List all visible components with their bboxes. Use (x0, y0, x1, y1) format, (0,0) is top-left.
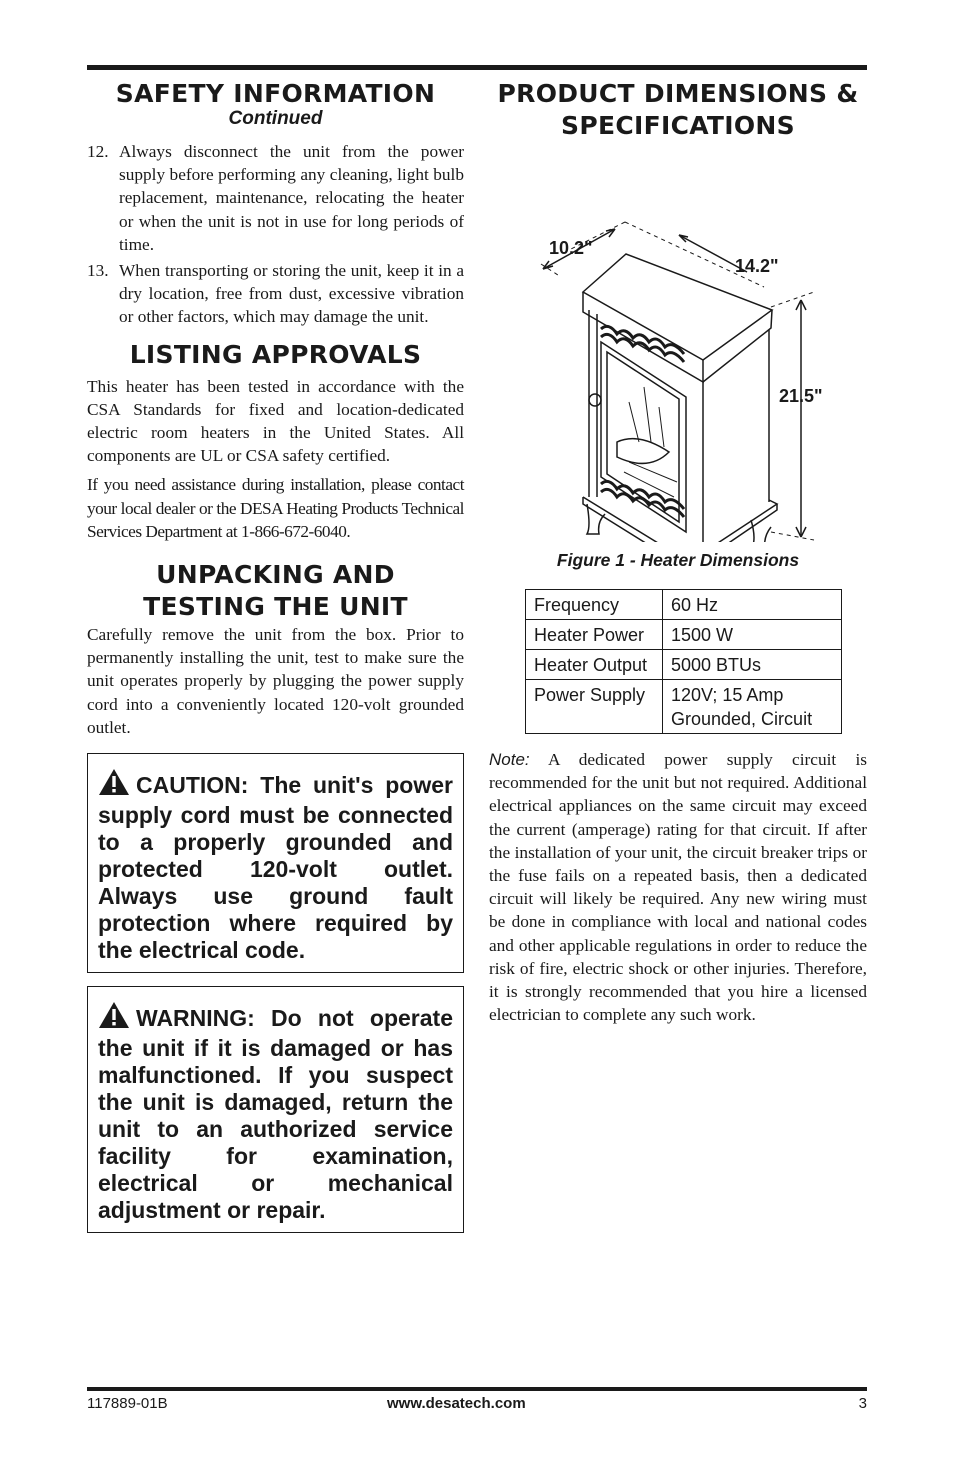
item-number: 12. (87, 142, 109, 161)
spec-table (525, 589, 842, 734)
listing-paragraph: This heater has been tested in accordance with the CSA Standards for fixed and location-dedicated electric room heaters in the United States. All components are UL or CSA safety certified. (87, 376, 464, 466)
listing-title: LISTING APPROVALS (129, 339, 422, 369)
figure-caption: Figure 1 - Heater Dimensions (556, 550, 800, 570)
left-column (87, 78, 464, 1233)
warning-box (87, 986, 464, 1233)
spec-value-line1: 120V; 15 Amp (671, 685, 784, 705)
warning-triangle-icon (98, 1001, 130, 1035)
height-label: 21.5" (779, 386, 823, 406)
doc-number: 117889-01B (87, 1395, 168, 1412)
page-number: 3 (858, 1395, 867, 1412)
website-link[interactable]: www.desatech.com (387, 1395, 526, 1412)
product-title-line2: SPECIFICATIONS (561, 111, 795, 140)
safety-subtitle: Continued (228, 108, 323, 129)
heater-figure (489, 142, 867, 542)
unpacking-title-line2: TESTING THE UNIT (143, 592, 408, 622)
spec-value-line2: Grounded, Circuit (671, 709, 813, 729)
spec-value (663, 680, 842, 734)
table-row (526, 680, 842, 734)
item-text: Always disconnect the unit from the power supply before performing any cleaning, light bulb replacement, maintenance, relocating the heater or when the unit is not in use for long periods of time. (119, 142, 464, 254)
right-column (489, 78, 867, 1026)
spec-label: Heater Power (526, 620, 663, 650)
table-row (526, 590, 842, 620)
spec-label: Heater Output (526, 650, 663, 680)
product-title-line1: PRODUCT DIMENSIONS & (497, 79, 859, 108)
width-label: 14.2" (735, 256, 779, 276)
list-item (87, 259, 464, 329)
heater-dimensions-drawing (489, 142, 867, 542)
item-number: 13. (87, 261, 109, 281)
depth-label: 10.2" (549, 238, 593, 258)
warning-triangle-icon (98, 768, 130, 802)
spec-value: 60 Hz (663, 590, 842, 620)
note-paragraph (489, 748, 867, 1026)
spec-value: 1500 W (663, 620, 842, 650)
unpacking-title (87, 559, 464, 623)
listing-contact-paragraph: If you need assistance during installation, please contact your local dealer or the DESA Heating Products Technical Services Department at 1-866-672-6040. (87, 475, 464, 541)
caution-box (87, 753, 464, 973)
spec-label: Power Supply (526, 680, 663, 734)
safety-list (87, 140, 464, 329)
warning-text: WARNING: Do not operate the unit if it is damaged or has malfunctioned. If you suspect the unit is damaged, return the unit to an authorized service facility for examination, electrical or mechanical adjustment or repair. (98, 1005, 453, 1224)
bottom-rule (87, 1387, 867, 1391)
spec-label: Frequency (526, 590, 663, 620)
item-text: When transporting or storing the unit, keep it in a dry location, free from dust, excessive vibration or other factors, which may damage the unit. (119, 261, 464, 327)
note-label: Note: (489, 750, 530, 769)
spec-value: 5000 BTUs (663, 650, 842, 680)
note-text: A dedicated power supply circuit is recommended for the unit but not required. Additional electrical appliances on the same circuit may exceed the current (amperage) rating for that circuit. If after the installation of your unit, the circuit breaker trips or the fuse fails on a repeated basis, then a dedicated circuit will likely be required. Any new wiring must be done in compliance with local and national codes and other applicable regulations in order to reduce the risk of fire, electric shock or other injuries. Therefore, it is strongly recommended that you hire a licensed electrician to complete any such work. (489, 750, 867, 1025)
caution-text: CAUTION: The unit's power supply cord must be connected to a properly grounded and protected 120-volt outlet. Always use ground fault protection where required by the electrical code. (98, 772, 453, 964)
table-row (526, 620, 842, 650)
unpacking-title-line1: UNPACKING AND (156, 560, 395, 590)
table-row (526, 650, 842, 680)
safety-title: SAFETY INFORMATION (115, 79, 436, 108)
list-item (87, 140, 464, 256)
unpacking-paragraph: Carefully remove the unit from the box. Prior to permanently installing the unit, test to make sure the unit operates properly by plugging the power supply cord into a conveniently located 120-volt grounded outlet. (87, 625, 464, 737)
top-rule (87, 65, 867, 70)
